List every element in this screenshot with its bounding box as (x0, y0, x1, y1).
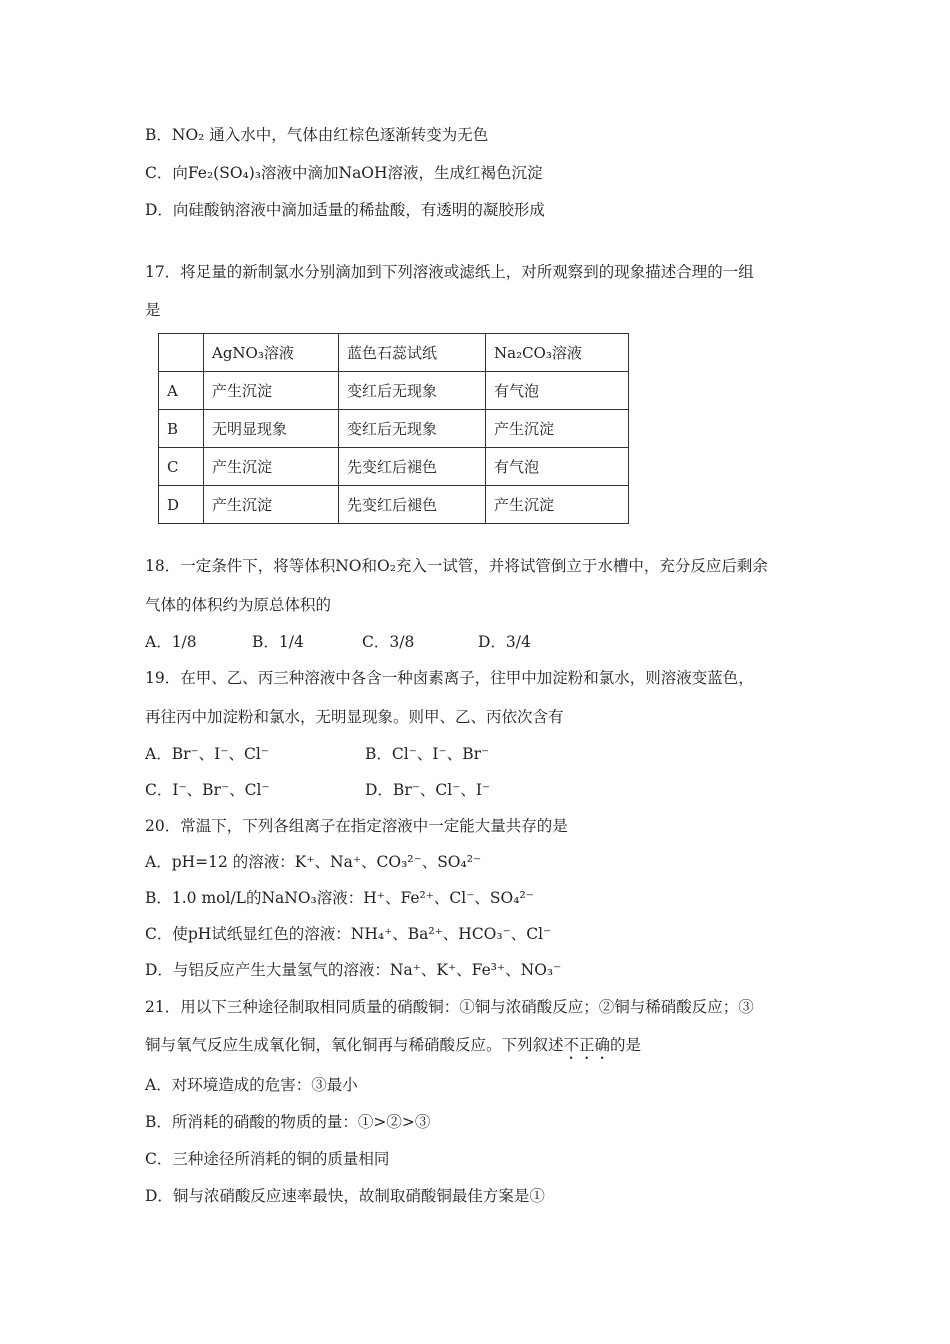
table-cell: A (159, 372, 204, 410)
q19-stem-line1: 19．在甲、乙、丙三种溶液中各含一种卤素离子，往甲中加淀粉和氯水，则溶液变蓝色， (145, 669, 754, 687)
q19-option-a: A．Br⁻、I⁻、Cl⁻ (145, 745, 269, 763)
q18-stem-line2: 气体的体积约为原总体积的 (145, 596, 332, 614)
q16-option-d: D．向硅酸钠溶液中滴加适量的稀盐酸，有透明的凝胶形成 (145, 201, 545, 219)
q21-emphasis-text: 不正确 (563, 1036, 611, 1054)
table-cell: 先变红后褪色 (339, 486, 486, 524)
q18-option-a: A．1/8 (145, 633, 197, 651)
table-cell: 产生沉淀 (204, 486, 339, 524)
table-cell (159, 334, 204, 372)
table-row (159, 372, 629, 410)
table-cell: 产生沉淀 (486, 410, 629, 448)
q19-option-d: D．Br⁻、Cl⁻、I⁻ (365, 781, 491, 799)
q19-option-c: C．I⁻、Br⁻、Cl⁻ (145, 781, 270, 799)
q21-option-c: C．三种途径所消耗的铜的质量相同 (145, 1150, 390, 1168)
q20-option-c: C．使pH试纸显红色的溶液：NH₄⁺、Ba²⁺、HCO₃⁻、Cl⁻ (145, 925, 552, 943)
q18-option-d: D．3/4 (478, 633, 531, 651)
table-row (159, 410, 629, 448)
table-cell: D (159, 486, 204, 524)
table-row (159, 334, 629, 372)
table-cell: 先变红后褪色 (339, 448, 486, 486)
table-row (159, 486, 629, 524)
table-row (159, 448, 629, 486)
table-cell: 产生沉淀 (486, 486, 629, 524)
q19-stem-line2: 再往丙中加淀粉和氯水，无明显现象。则甲、乙、丙依次含有 (145, 708, 564, 726)
q21-option-b: B．所消耗的硝酸的物质的量：①>②>③ (145, 1113, 431, 1131)
q20-option-d: D．与铝反应产生大量氢气的溶液：Na⁺、K⁺、Fe³⁺、NO₃⁻ (145, 961, 562, 979)
table-cell: 产生沉淀 (204, 448, 339, 486)
q18-option-b: B．1/4 (252, 633, 304, 651)
table-header: 蓝色石蕊试纸 (339, 334, 486, 372)
q21-stem-text-end: 的是 (610, 1036, 642, 1054)
table-header: Na₂CO₃溶液 (486, 334, 629, 372)
q20-option-a: A．pH=12 的溶液：K⁺、Na⁺、CO₃²⁻、SO₄²⁻ (145, 853, 482, 871)
table-cell: 产生沉淀 (204, 372, 339, 410)
table-header: AgNO₃溶液 (204, 334, 339, 372)
q17-table (158, 333, 629, 524)
q16-option-c: C．向Fe₂(SO₄)₃溶液中滴加NaOH溶液，生成红褐色沉淀 (145, 164, 543, 182)
q20-option-b: B．1.0 mol/L的NaNO₃溶液：H⁺、Fe²⁺、Cl⁻、SO₄²⁻ (145, 889, 534, 907)
q21-stem-text: 铜与氧气反应生成氧化铜，氧化铜再与稀硝酸反应。下列叙述 (145, 1036, 564, 1054)
q18-stem-line1: 18．一定条件下，将等体积NO和O₂充入一试管，并将试管倒立于水槽中，充分反应后剩余 (145, 557, 768, 575)
table-cell: 有气泡 (486, 372, 629, 410)
q20-stem: 20．常温下，下列各组离子在指定溶液中一定能大量共存的是 (145, 817, 568, 835)
table-cell: 有气泡 (486, 448, 629, 486)
table-cell: B (159, 410, 204, 448)
q21-stem-line1: 21．用以下三种途径制取相同质量的硝酸铜：①铜与浓硝酸反应；②铜与稀硝酸反应；③ (145, 998, 754, 1016)
q16-option-b: B．NO₂ 通入水中，气体由红棕色逐渐转变为无色 (145, 126, 489, 144)
q17-stem-line1: 17．将足量的新制氯水分别滴加到下列溶液或滤纸上，对所观察到的现象描述合理的一组 (145, 263, 754, 281)
table-cell: 变红后无现象 (339, 410, 486, 448)
q21-stem-line2 (145, 1035, 641, 1063)
table-cell: 无明显现象 (204, 410, 339, 448)
q18-option-c: C．3/8 (362, 633, 415, 651)
table-cell: 变红后无现象 (339, 372, 486, 410)
table-cell: C (159, 448, 204, 486)
q17-stem-line2: 是 (145, 301, 161, 319)
q21-option-a: A．对环境造成的危害：③最小 (145, 1076, 358, 1094)
q19-option-b: B．Cl⁻、I⁻、Br⁻ (365, 745, 490, 763)
q21-option-d: D．铜与浓硝酸反应速率最快，故制取硝酸铜最佳方案是① (145, 1187, 545, 1205)
